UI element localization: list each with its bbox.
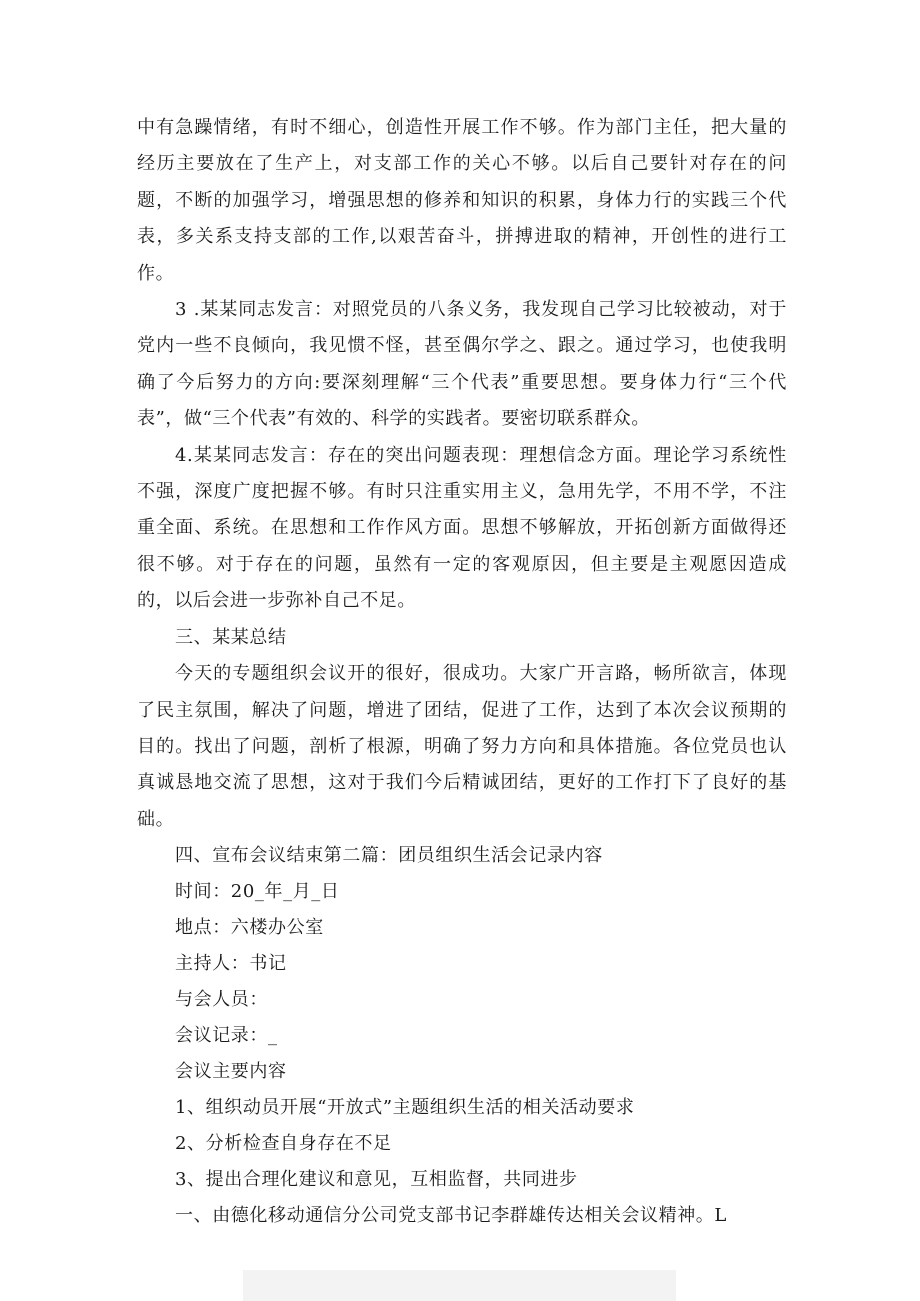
section-heading-one: 一、由德化移动通信分公司党支部书记李群雄传达相关会议精神。L <box>175 1205 727 1227</box>
section-heading-close-meeting: 四、宣布会议结束第二篇：团员组织生活会记录内容 <box>175 845 603 867</box>
meeting-recorder: 会议记录：_ <box>175 1025 278 1047</box>
paragraph-summary: 今天的专题组织会议开的很好，很成功。大家广开言路，畅所欲言，体现了民主氛围，解决了问题，增进了团结，促进了工作，达到了本次会议预期的目的。找出了问题，剖析了根源，明确了努力方向和具体措施。各位党员也认真诚恳地交流了思想，这对于我们今后精诚团结，更好的工作打下了良好的基础。 <box>137 663 787 830</box>
paragraph-continued: 中有急躁情绪，有时不细心，创造性开展工作不够。作为部门主任，把大量的经历主要放在了生产上，对支部工作的关心不够。以后自己要针对存在的问题，不断的加强学习，增强思想的修养和知识的积累，身体力行的实践三个代表，多关系支持支部的工作,以艰苦奋斗，拼搏进取的精神，开创性的进行工作。 <box>137 117 787 284</box>
meeting-location: 地点：六楼办公室 <box>175 917 324 939</box>
agenda-item-1: 1、组织动员开展“开放式”主题组织生活的相关活动要求 <box>175 1097 635 1119</box>
meeting-host: 主持人：书记 <box>175 953 287 975</box>
document-body <box>137 110 787 1234</box>
meeting-content-heading: 会议主要内容 <box>175 1061 287 1083</box>
agenda-item-3: 3、提出合理化建议和意见，互相监督，共同进步 <box>175 1169 578 1191</box>
agenda-item-2: 2、分析检查自身存在不足 <box>175 1133 392 1155</box>
section-heading-summary: 三、某某总结 <box>175 626 287 648</box>
footer-bar <box>243 1270 676 1301</box>
meeting-time: 时间：20_年_月_日 <box>175 881 340 903</box>
meeting-attendees: 与会人员： <box>175 989 268 1011</box>
paragraph-speech-4: 4.某某同志发言：存在的突出问题表现：理想信念方面。理论学习系统性不强，深度广度把握不够。有时只注重实用主义，急用先学，不用不学，不注重全面、系统。在思想和工作作风方面。思想不够解放，开拓创新方面做得还很不够。对于存在的问题，虽然有一定的客观原因，但主要是主观愿因造成的，以后会进一步弥补自己不足。 <box>137 444 787 612</box>
paragraph-speech-3: 3 .某某同志发言：对照党员的八条义务，我发现自己学习比较被动，对于党内一些不良倾向，我见惯不怪，甚至偶尔学之、跟之。通过学习，也使我明确了今后努力的方向:要深刻理解“三个代表”重要思想。要身体力行“三个代表”，做“三个代表”有效的、科学的实践者。要密切联系群众。 <box>137 299 787 430</box>
